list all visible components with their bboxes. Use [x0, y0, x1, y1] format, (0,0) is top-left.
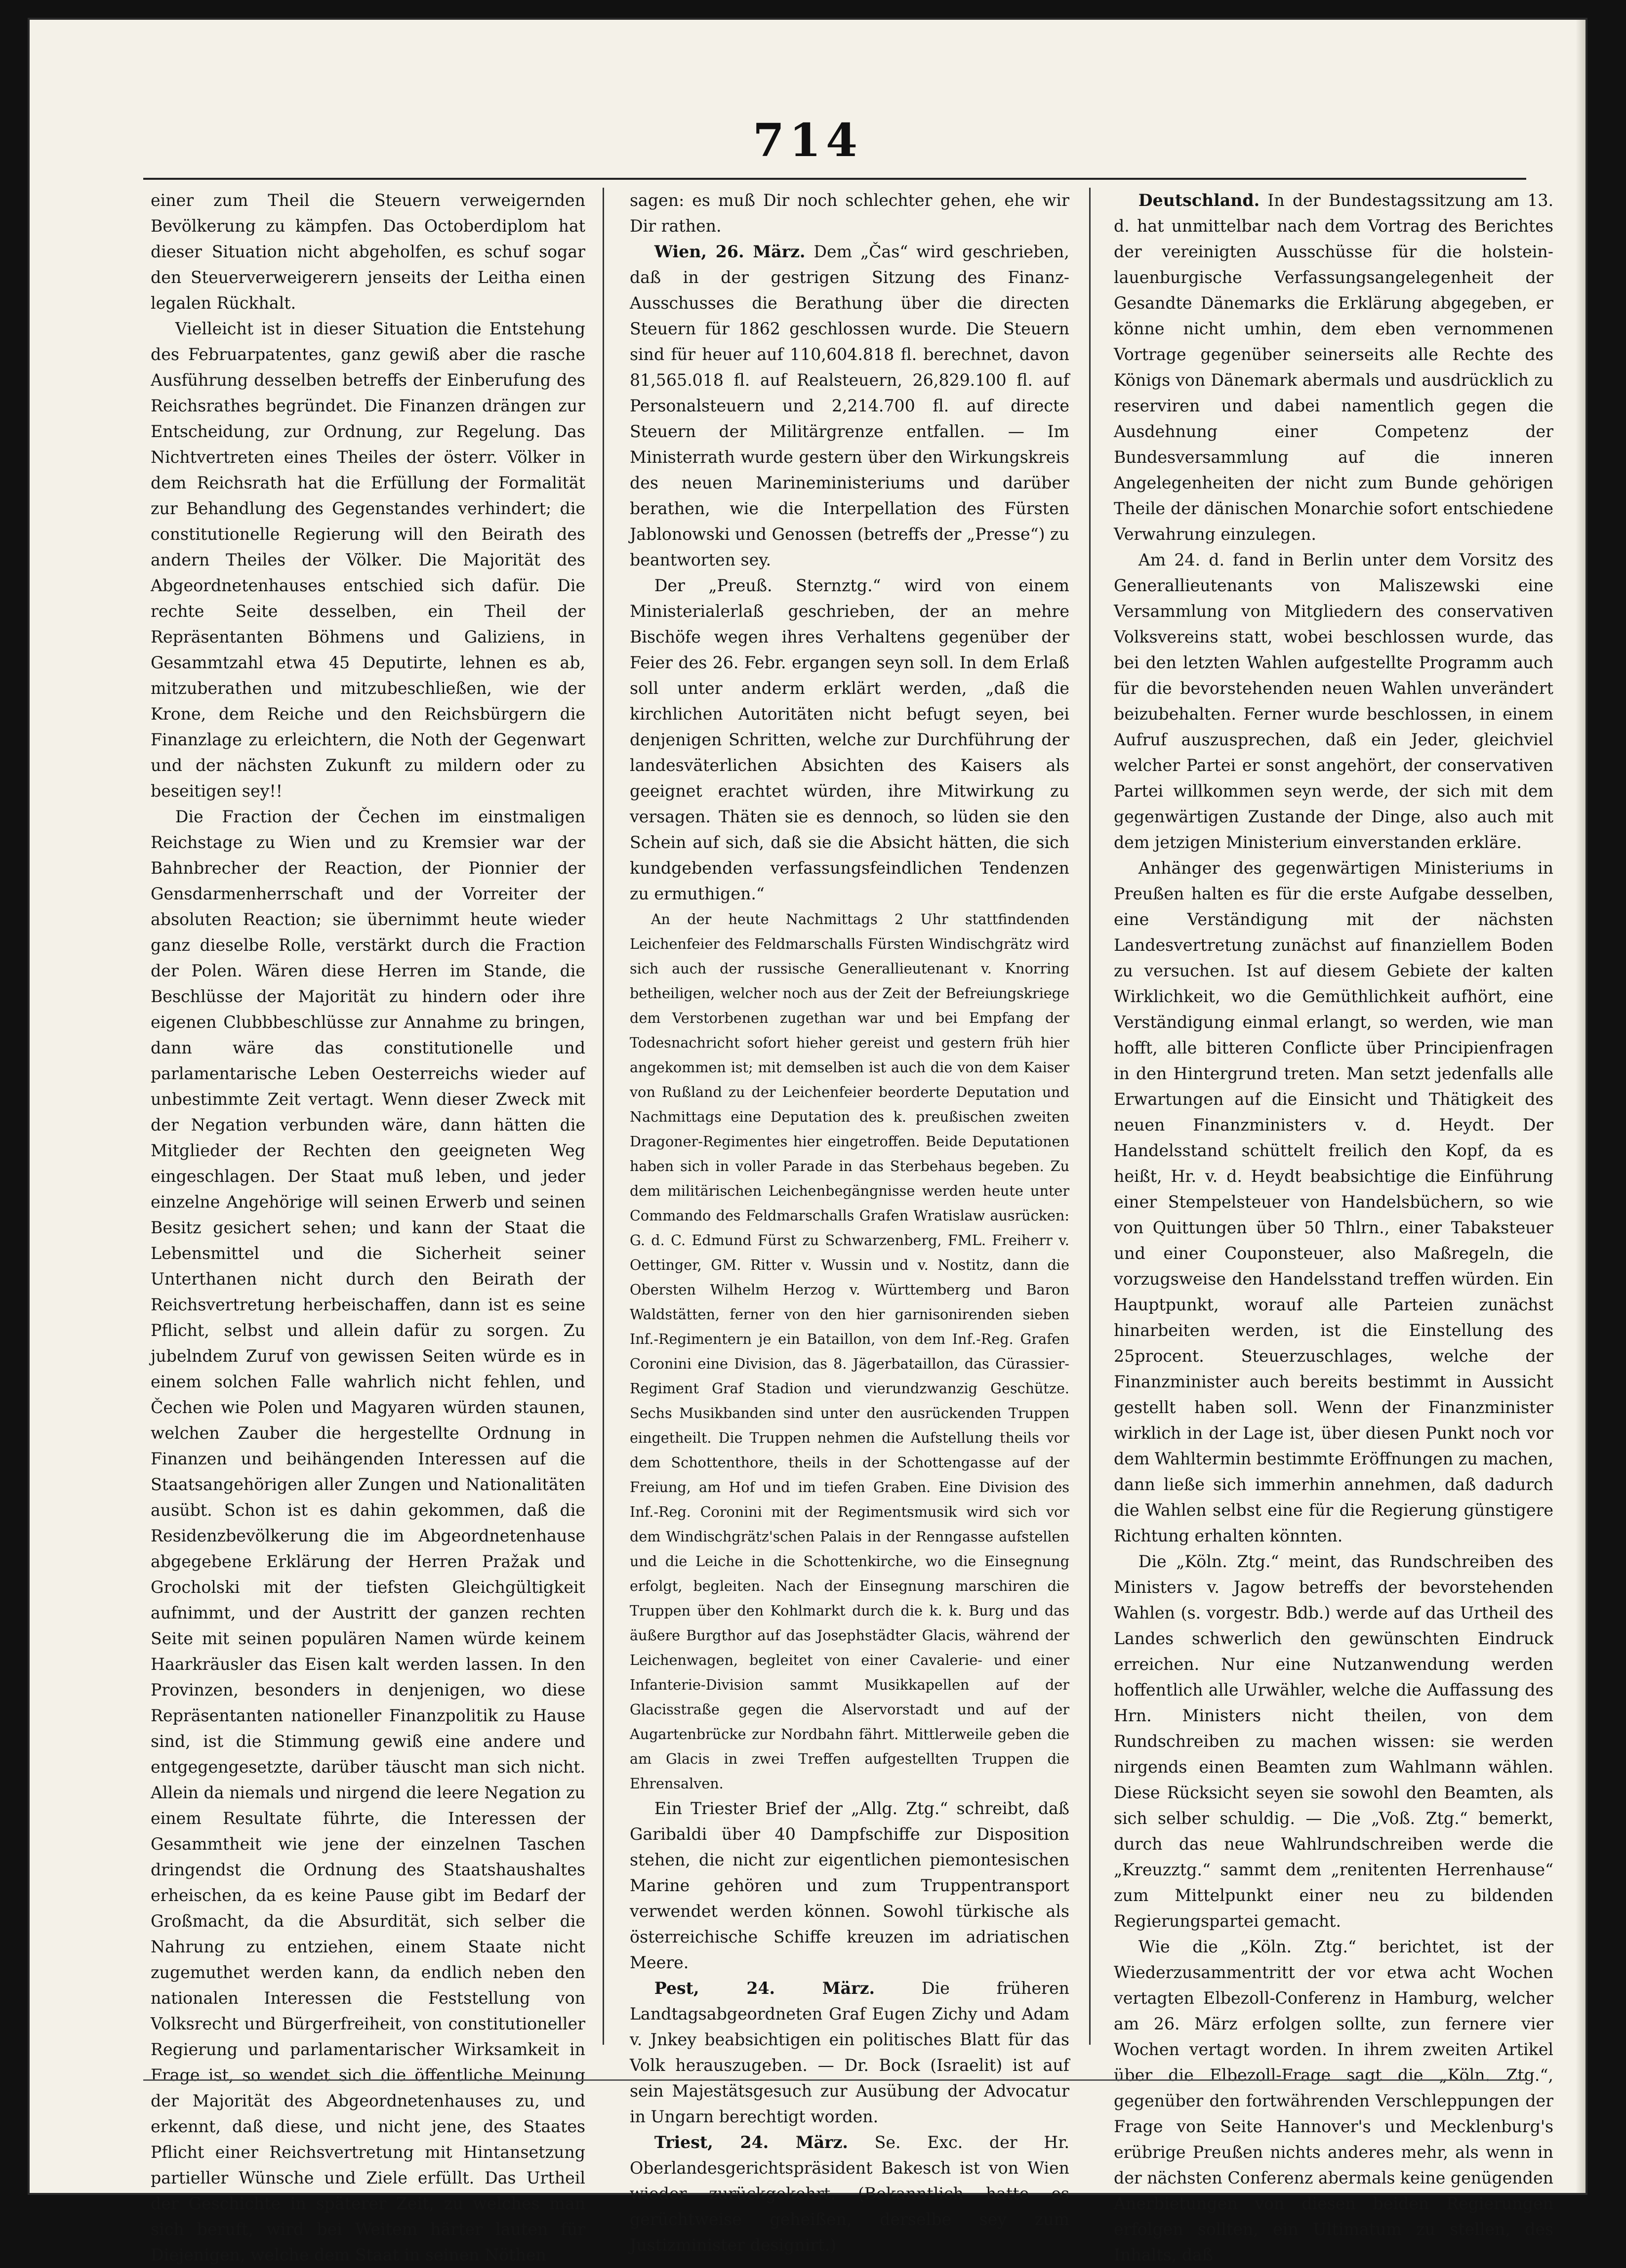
paragraph: Ein Triester Brief der „Allg. Ztg.“ schreibt, daß Garibaldi über 40 Dampfschiffe zur Disposition stehen, die nicht zur eigentlichen piemontesischen Marine gehören und zum Truppentransport verwendet werden können. Sowohl türkische als österreichische Schiffe kreuzen im adriatischen Meere. [630, 1799, 1069, 1972]
paragraph: Vielleicht ist in dieser Situation die Entstehung des Februarpatentes, ganz gewiß aber die rasche Ausführung desselben betreffs der Einberufung des Reichsrathes begründet. Die Finanzen drängen zur Entscheidung, zur Ordnung, zur Regelung. Das Nichtvertreten eines Theiles der österr. Völker in dem Reichsrath hat die Erfüllung der Formalität zur Behandlung des Gegenstandes verhindert; die constitutionelle Regierung will den Beirath des andern Theiles der Völker. Die Majorität des Abgeordnetenhauses entschied sich dafür. Die rechte Seite desselben, ein Theil der Repräsentanten Böhmens und Galiziens, in Gesammtzahl etwa 45 Deputirte, lehnen es ab, mitzuberathen und mitzubeschließen, wie der Krone, dem Reiche und den Reichsbürgern die Finanzlage zu erleichtern, die Noth der Gegenwart und der nächsten Zukunft zu mildern oder zu beseitigen sey!! [151, 319, 585, 801]
paragraph: Am 24. d. fand in Berlin unter dem Vorsitz des Generallieutenants von Maliszewski eine Versammlung von Mitgliedern des conservativen Volksvereins statt, wobei beschlossen wurde, das bei den letzten Wahlen aufgestellte Programm auch für die bevorstehenden neuen Wahlen unverändert beizubehalten. Ferner wurde beschlossen, in einem Aufruf auszusprechen, daß ein Jeder, gleichviel welcher Partei er sonst angehört, der conservativen Partei willkommen seyn werde, der sich mit dem gegenwärtigen Zustande der Dinge, also auch mit dem jetzigen Ministerium einverstanden erkläre. [1114, 550, 1553, 852]
article-wien [630, 239, 1069, 573]
dateline: Triest, 24. März. [654, 2133, 848, 2152]
footer-rule [143, 2079, 1526, 2081]
article-text: Die früheren Landtagsabgeordneten Graf Eugen Zichy und Adam v. Jnkey beabsichtigen ein politisches Blatt für das Volk herauszugeben. — Dr. Bock (Israelit) ist auf sein Majestätsgesuch zur Ausübung der Advocatur in Ungarn berechtigt worden. [630, 1979, 1069, 2126]
column-divider [603, 188, 604, 2045]
section-heading: Deutschland. [1138, 191, 1260, 210]
header-rule [143, 178, 1526, 180]
article-pest [630, 1976, 1069, 2130]
paragraph: sagen: es muß Dir noch schlechter gehen, ehe wir Dir rathen. [630, 191, 1069, 236]
page-number: 714 [752, 114, 863, 167]
column-middle [630, 188, 1069, 2255]
paragraph: einer zum Theil die Steuern verweigernden Bevölkerung zu kämpfen. Das Octoberdiplom hat dieser Situation nicht abgeholfen, es schuf sogar den Steuerverweigerern jenseits der Leitha einen legalen Rückhalt. [151, 191, 585, 313]
paragraph: Die Fraction der Čechen im einstmaligen Reichstage zu Wien und zu Kremsier war der Bahnbrecher der Reaction, der Pionnier der Gensdarmenherrschaft und der Vorreiter der absoluten Reaction; sie übernimmt heute wieder ganz dieselbe Rolle, verstärkt durch die Fraction der Polen. Wären diese Herren im Stande, die Beschlüsse der Majorität zu hindern oder ihre eigenen Clubbbeschlüsse zur Annahme zu bringen, dann wäre das constitutionelle und parlamentarische Leben Oesterreichs wieder auf unbestimmte Zeit vertagt. Wenn dieser Zweck mit der Negation verbunden wäre, dann hätten die Mitglieder der Rechten den geeigneten Weg eingeschlagen. Der Staat muß leben, und jeder einzelne Angehörige will seinen Erwerb und seinen Besitz gesichert sehen; und kann der Staat die Lebensmittel und die Sicherheit seiner Unterthanen nicht durch den Beirath der Reichsvertretung herbeischaffen, dann ist es seine Pflicht, selbst und allein dafür zu sorgen. Zu jubelndem Zuruf von gewissen Seiten würde es in einem solchen Falle wahrlich nicht fehlen, und Čechen wie Polen und Magyaren würden staunen, welchen Zauber die hergestellte Ordnung in Finanzen und beihängenden Interessen auf die Staatsangehörigen aller Zungen und Nationalitäten ausübt. Schon ist es dahin gekommen, daß die Residenzbevölkerung die im Abgeordnetenhause abgegebene Erklärung der Herren Pražak und Grocholski mit der tiefsten Gleichgültigkeit aufnimmt, und der Austritt der ganzen rechten Seite mit seinen populären Namen würde keinem Haarkräusler das Eisen kalt werden lassen. In den Provinzen, besonders in denjenigen, wo diese Repräsentanten nationeller Finanzpolitik zu Hause sind, ist die Stimmung gewiß eine andere und entgegengesetzte, darüber täuscht man sich nicht. Allein da niemals und nirgend die leere Negation zu einem Resultate führte, die Interessen der Gesammtheit wie jene der einzelnen Taschen dringendst die Ordnung des Staatshaushaltes erheischen, da es keine Pause gibt im Bedarf der Großmacht, da die Absurdität, sich selber die Nahrung zu entziehen, einem Staate nicht zugemuthet werden kann, da endlich neben den nationalen Interessen die Feststellung von Volksrecht und Bürgerfreiheit, von constitutioneller Regierung und parlamentarischer Wirksamkeit in Frage ist, so wendet sich die öffentliche Meinung der Majorität des Abgeordnetenhauses zu, und erkennt, daß diese, und nicht jene, des Staates Pflicht einer Reichsvertretung mit Hintansetzung partieller Wünsche und Ziele erfüllt. Das Urtheil der Geschichte in späterer Zeit, zu welches man sich beruft, wird bei Weitem härter lauten für Diejenigen, welche dem Staat in seinen Nöthen [151, 807, 585, 2265]
page-edge [1576, 20, 1585, 2193]
dateline: Pest, 24. März. [654, 1979, 875, 1998]
article-text: Dem „Čas“ wird geschrieben, daß in der gestrigen Sitzung des Finanz-Ausschusses die Berathung über die directen Steuern für 1862 geschlossen wurde. Die Steuern sind für heuer auf 110,604.818 fl. berechnet, davon 81,565.018 fl. auf Realsteuern, 26,829.100 fl. auf Personalsteuern und 2,214.700 fl. auf directe Steuern der Militärgrenze entfallen. — Im Ministerrath wurde gestern über den Wirkungskreis des neuen Marineministeriums und darüber berathen, wie die Interpellation des Fürsten Jablonowski und Genossen (betreffs der „Presse“) zu beantworten sey. [630, 242, 1069, 569]
article-text: Se. Exc. der Hr. Oberlandesgerichtspräsident Bakesch ist von Wien wieder zurückgekehrt. (Bekanntlich hatte es gerüchtweise geheißen, derselbe sey zum Justizminister designirt.) [630, 2133, 1069, 2255]
paragraph: Anhänger des gegenwärtigen Ministeriums in Preußen halten es für die erste Aufgabe desselben, eine Verständigung mit der nächsten Landesvertretung zunächst auf finanziellem Boden zu versuchen. Ist auf diesem Gebiete der kalten Wirklichkeit, wo die Gemüthlichkeit aufhört, eine Verständigung einmal erlangt, so werden, wie man hofft, alle bitteren Conflicte über Principienfragen in den Hintergrund treten. Man setzt jedenfalls alle Erwartungen auf die Einsicht und Thätigkeit des neuen Finanzministers v. d. Heydt. Der Handelsstand schüttelt freilich den Kopf, da es heißt, Hr. v. d. Heydt beabsichtige die Einführung einer Stempelsteuer von Handelsbüchern, so wie von Quittungen über 50 Thlrn., einer Tabaksteuer und einer Couponsteuer, also Maßregeln, die vorzugsweise den Handelsstand treffen würden. Ein Hauptpunkt, worauf alle Parteien zunächst hinarbeiten werden, ist die Einstellung des 25procent. Steuerzuschlages, welche der Finanzminister auch bereits bestimmt in Aussicht gestellt haben soll. Wenn der Finanzminister wirklich in der Lage ist, über diesen Punkt noch vor dem Wahltermin bestimmte Eröffnungen zu machen, dann ließe sich immerhin annehmen, daß dadurch die Wahlen selbst eine für die Regierung günstigere Richtung erhalten könnten. [1114, 858, 1553, 1545]
paragraph: Der „Preuß. Sternztg.“ wird von einem Ministerialerlaß geschrieben, der an mehre Bischöfe wegen ihres Verhaltens gegenüber der Feier des 26. Febr. ergangen seyn soll. In dem Erlaß soll unter anderm erklärt werden, „daß die kirchlichen Autoritäten nicht befugt seyen, bei denjenigen Schritten, welche zur Durchführung der landesväterlichen Absichten des Kaisers als geeignet erachtet würden, ihre Mitwirkung zu versagen. Thäten sie es dennoch, so lüden sie den Schein auf sich, daß sie die Absicht hätten, die sich kundgebenden verfassungsfeindlichen Tendenzen zu ermuthigen.“ [630, 576, 1069, 903]
article-triest [630, 2130, 1069, 2258]
column-left [151, 188, 585, 2265]
paragraph: Wie die „Köln. Ztg.“ berichtet, ist der Wiederzusammentritt der vor etwa acht Wochen vertagten Elbezoll-Conferenz in Hamburg, welcher am 26. März erfolgen sollte, zun fernere vier Wochen vertagt worden. In ihrem zweiten Artikel über die Elbezoll-Frage sagt die „Köln. Ztg.“, gegenüber den fortwährenden Verschleppungen der Frage von Seite Hannover's und Mecklenburg's erübrige Preußen nichts anderes mehr, als wenn in der nächsten Conferenz abermals keine genügenden Anerbietungen von diesen beiden Regierungen erfolgen sollten, ein Ultimatum zu stellen, des Inhalts, daß [1114, 1937, 1554, 2265]
newspaper-page [30, 20, 1585, 2265]
paragraph: Die „Köln. Ztg.“ meint, das Rundschreiben des Ministers v. Jagow betreffs der bevorstehenden Wahlen (s. vorgestr. Bdb.) werde auf das Urtheil des Landes schwerlich den gewünschten Eindruck erreichen. Nur eine Nutzanwendung werden hoffentlich alle Urwähler, welche die Auffassung des Hrn. Ministers nicht theilen, von dem Rundschreiben zu machen wissen: sie werden nirgends einen Beamten zum Wahlmann wählen. Diese Rücksicht seyen sie sowohl den Beamten, als sich selber schuldig. — Die „Voß. Ztg.“ bemerkt, durch das neue Wahlrundschreiben werde die „Kreuzztg.“ sammt dem „renitenten Herrenhause“ zum Mittelpunkt einer neu zu bildenden Regierungspartei gemacht. [1114, 1552, 1553, 1931]
article-text: In der Bundestagssitzung am 13. d. hat unmittelbar nach dem Vortrag des Berichtes der vereinigten Ausschüsse für die holstein-lauenburgische Verfassungsangelegenheit der Gesandte Dänemarks die Erklärung abgegeben, er könne nicht umhin, dem eben vernommenen Vortrage gegenüber seinerseits alle Rechte des Königs von Dänemark abermals und ausdrücklich zu reserviren und dabei namentlich gegen die Ausdehnung einer Competenz der Bundesversammlung auf die inneren Angelegenheiten der nicht zum Bunde gehörigen Theile der dänischen Monarchie sofort entschiedene Verwahrung einzulegen. [1114, 191, 1553, 544]
article-deutschland [1114, 188, 1553, 547]
paragraph-small-print: An der heute Nachmittags 2 Uhr stattfindenden Leichenfeier des Feldmarschalls Fürsten Windischgrätz wird sich auch der russische Generallieutenant v. Knorring betheiligen, welcher noch aus der Zeit der Befreiungskriege dem Verstorbenen zugethan war und bei Empfang der Todesnachricht sofort hieher gereist und gestern früh hier angekommen ist; mit demselben ist auch die von dem Kaiser von Rußland zu der Leichenfeier beorderte Deputation und Nachmittags eine Deputation des k. preußischen zweiten Dragoner-Regimentes hier eingetroffen. Beide Deputationen haben sich in voller Parade in das Sterbehaus begeben. Zu dem militärischen Leichenbegängnisse werden heute unter Commando des Feldmarschalls Grafen Wratislaw ausrücken: G. d. C. Edmund Fürst zu Schwarzenberg, FML. Freiherr v. Oettinger, GM. Ritter v. Wussin und v. Nostitz, dann die Obersten Wilhelm Herzog v. Württemberg und Baron Waldstätten, ferner von den hier garnisonirenden sieben Inf.-Regimentern je ein Bataillon, von dem Inf.-Reg. Grafen Coronini eine Division, das 8. Jägerbataillon, das Cürassier-Regiment Graf Stadion und vierundzwanzig Geschütze. Sechs Musikbanden sind unter den ausrückenden Truppen eingetheilt. Die Truppen nehmen die Aufstellung theils vor dem Schottenthore, theils in der Schottengasse auf der Freiung, am Hof und im tiefen Graben. Eine Division des Inf.-Reg. Coronini mit der Regimentsmusik wird sich vor dem Windischgrätz'schen Palais in der Renngasse aufstellen und die Leiche in die Schottenkirche, wo die Einsegnung erfolgt, begleiten. Nach der Einsegnung marschiren die Truppen über den Kohlmarkt durch die k. k. Burg und das äußere Burgthor auf das Josephstädter Glacis, während der Leichenwagen, begleitet von einer Cavalerie- und einer Infanterie-Division sammt Musikkapellen auf der Glacisstraße gegen die Alservorstadt und auf der Augartenbrücke zur Nordbahn fährt. Mittlerweile geben die am Glacis in zwei Treffen aufgestellten Truppen die Ehrensalven. [630, 911, 1069, 1792]
column-right [1114, 188, 1554, 2265]
column-divider [1089, 188, 1091, 2045]
dateline: Wien, 26. März. [654, 242, 806, 261]
